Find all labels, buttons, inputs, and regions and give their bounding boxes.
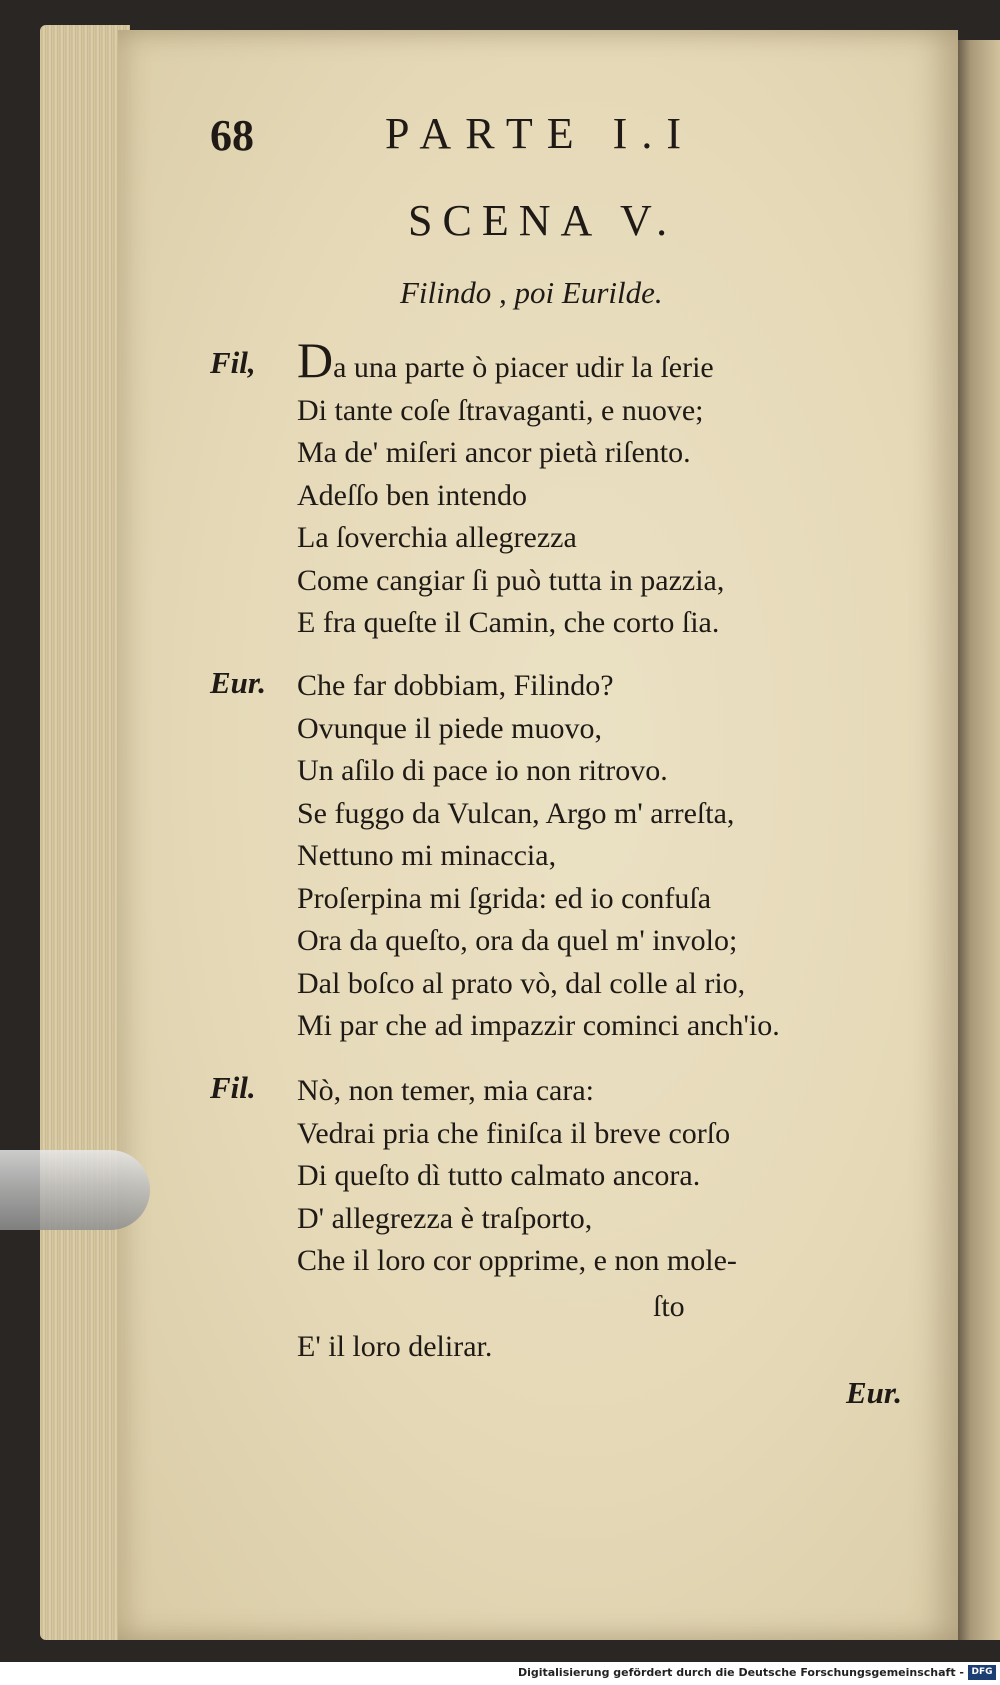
- scene-characters: Filindo , poi Eurilde.: [400, 275, 663, 310]
- verse-lines: [297, 332, 725, 645]
- initial-letter: D: [297, 332, 334, 388]
- verse-line: Ora da queſto, ora da quel m' involo;: [297, 924, 738, 957]
- catchword: Eur.: [846, 1375, 903, 1410]
- verse-line: Proſerpina mi ſgrida: ed io confuſa: [297, 881, 712, 915]
- verse-line: Nò, non temer, mia cara:: [297, 1074, 595, 1107]
- verse-line: Che far dobbiam, Filindo?: [297, 669, 614, 702]
- verse-line: Se fuggo da Vulcan, Argo m' arreſta,: [297, 796, 735, 830]
- verse-line: Come cangiar ſi può tutta in pazzia,: [297, 563, 725, 597]
- verse-line: E' il loro delirar.: [297, 1330, 493, 1363]
- facing-page-edge: [958, 40, 1000, 1640]
- dfg-logo: DFG: [968, 1665, 996, 1680]
- verse-line: Adeſſo ben intendo: [297, 478, 527, 512]
- verse-line: Che il loro cor opprime, e non mole-: [297, 1244, 737, 1277]
- page-edges: [40, 25, 130, 1640]
- verse-line: Ovunque il piede muovo,: [297, 711, 602, 745]
- speaker-label: Eur.: [210, 665, 267, 700]
- verse-line: Di tante coſe ſtravaganti, e nuove;: [297, 393, 704, 427]
- verse-lines: [297, 665, 780, 1048]
- verse-line: Vedrai pria che finiſca il breve corſo: [297, 1116, 731, 1150]
- verse-line: Da una parte ò piacer udir la ſerie: [297, 332, 714, 388]
- page-number: 68: [210, 111, 254, 160]
- verse-line: Dal boſco al prato vò, dal colle al rio,: [297, 966, 746, 1000]
- verse-line: Un aſilo di pace io non ritrovo.: [297, 754, 668, 787]
- footer-credit: Digitalisierung gefördert durch die Deutsche Forschungsgemeinschaft -: [517, 1666, 964, 1679]
- verse-lines: [297, 1070, 737, 1283]
- verse-line: La ſoverchia allegrezza: [297, 521, 577, 554]
- verse-line: D' allegrezza è traſporto,: [297, 1201, 593, 1235]
- running-title: PARTE I.I: [385, 109, 695, 158]
- verse-line: Mi par che ad impazzir cominci anch'io.: [297, 1009, 780, 1042]
- speaker-label: Fil.: [210, 1070, 256, 1105]
- verse-line: Di queſto dì tutto calmato ancora.: [297, 1159, 701, 1192]
- hanging-word: ſto: [653, 1290, 685, 1323]
- footer-bar: [0, 1662, 1000, 1685]
- scene-title: SCENA V.: [408, 196, 678, 245]
- verse-line: Nettuno mi minaccia,: [297, 839, 557, 872]
- speaker-label: Fil,: [210, 345, 256, 380]
- verse-line: Ma de' miſeri ancor pietà riſento.: [297, 436, 691, 469]
- verse-line: E fra queſte il Camin, che corto ſia.: [297, 606, 720, 639]
- page-clip: [0, 1150, 150, 1230]
